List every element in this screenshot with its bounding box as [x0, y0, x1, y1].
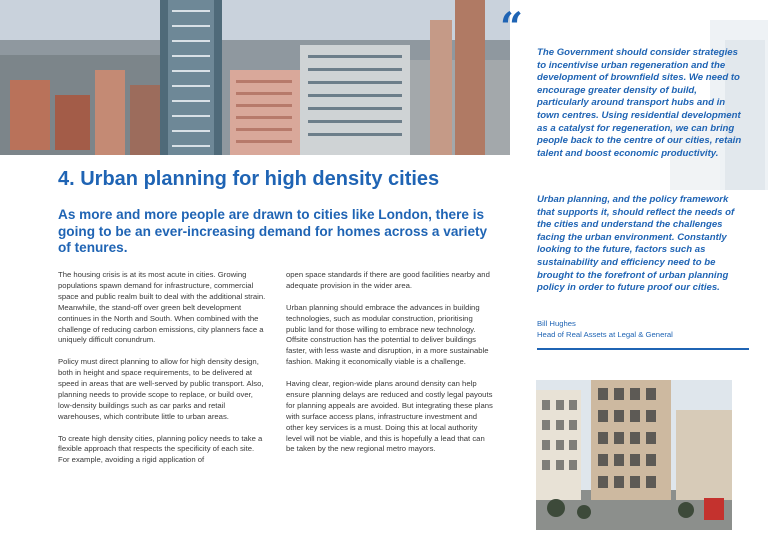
body-paragraph: Having clear, region-wide plans around density can help ensure planning delays are reduced and costly legal payouts for planning appeals are avoided. But integrating these plans with surface access plans, infrastructure investment and other key services is a must. Doing this at local authority level will not be viable, and this is hopefully a lead that can be taken by the new regional metro mayors.: [286, 379, 493, 454]
building-rendering-photo: [536, 380, 732, 530]
pull-quote-paragraph-2: Urban planning, and the policy framework that supports it, should reflect the needs of the cities and understand the challenges facing the urban environment. Constantly looking to the future, factors such as sustainability and efficiency need to be brought to the forefront of urban planning policy in order to future proof our cities.: [537, 194, 735, 294]
hero-city-photo: [0, 0, 510, 155]
quote-author-role: Head of Real Assets at Legal & General: [537, 330, 673, 339]
quote-attribution: [537, 318, 673, 340]
body-paragraph: Policy must direct planning to allow for high density design, both in height and space requirements, to be delivered at speed in areas that are well-served by public transport. Also, planning needs to provide scope to replace, or build over, low-density buildings such as car parks and retail warehouses, which contribute little to urban areas.: [58, 357, 264, 421]
pull-quote-paragraph-1: The Government should consider strategies to incentivise urban regeneration and the development of brownfield sites. We need to encourage greater density of build, particularly around transport hubs and in town centres. Using residential development as a catalyst for regeneration, we can bring people back to the centre of our cities, retain talent and boost economic productivity.: [537, 47, 742, 159]
quote-divider: [537, 348, 749, 350]
body-paragraph: The housing crisis is at its most acute in cities. Growing populations spawn demand for infrastructure, commercial space and public realm built to deal with the additional strain. Meanwhile, the stand-off over green belt development continues in the North and South. When combined with the challenge of reducing carbon emissions, city planners face a uniquely difficult conundrum.: [58, 270, 266, 345]
body-column-1: [58, 270, 266, 477]
section-title: 4. Urban planning for high density cities: [58, 168, 440, 190]
body-paragraph: open space standards if there are good facilities nearby and adequate provision in the wider area.: [286, 270, 490, 290]
body-paragraph: Urban planning should embrace the advances in building technologies, such as modular construction, prioritising public land for those willing to embrace new technology. Offsite construction has the potential to deliver buildings faster, with less waste and disruption, in a more sustainable fashion. Making it economically viable is a challenge.: [286, 302, 489, 367]
quote-mark-icon: “: [500, 4, 524, 51]
quote-author: Bill Hughes: [537, 319, 576, 328]
body-paragraph: To create high density cities, planning policy needs to take a flexible approach that respects the specificity of each site. For example, avoiding a rigid application of: [58, 433, 263, 465]
section-lead: As more and more people are drawn to cities like London, there is going to be an ever-increasing demand for homes across a variety of tenures.: [58, 207, 488, 255]
body-column-2: [286, 270, 494, 466]
